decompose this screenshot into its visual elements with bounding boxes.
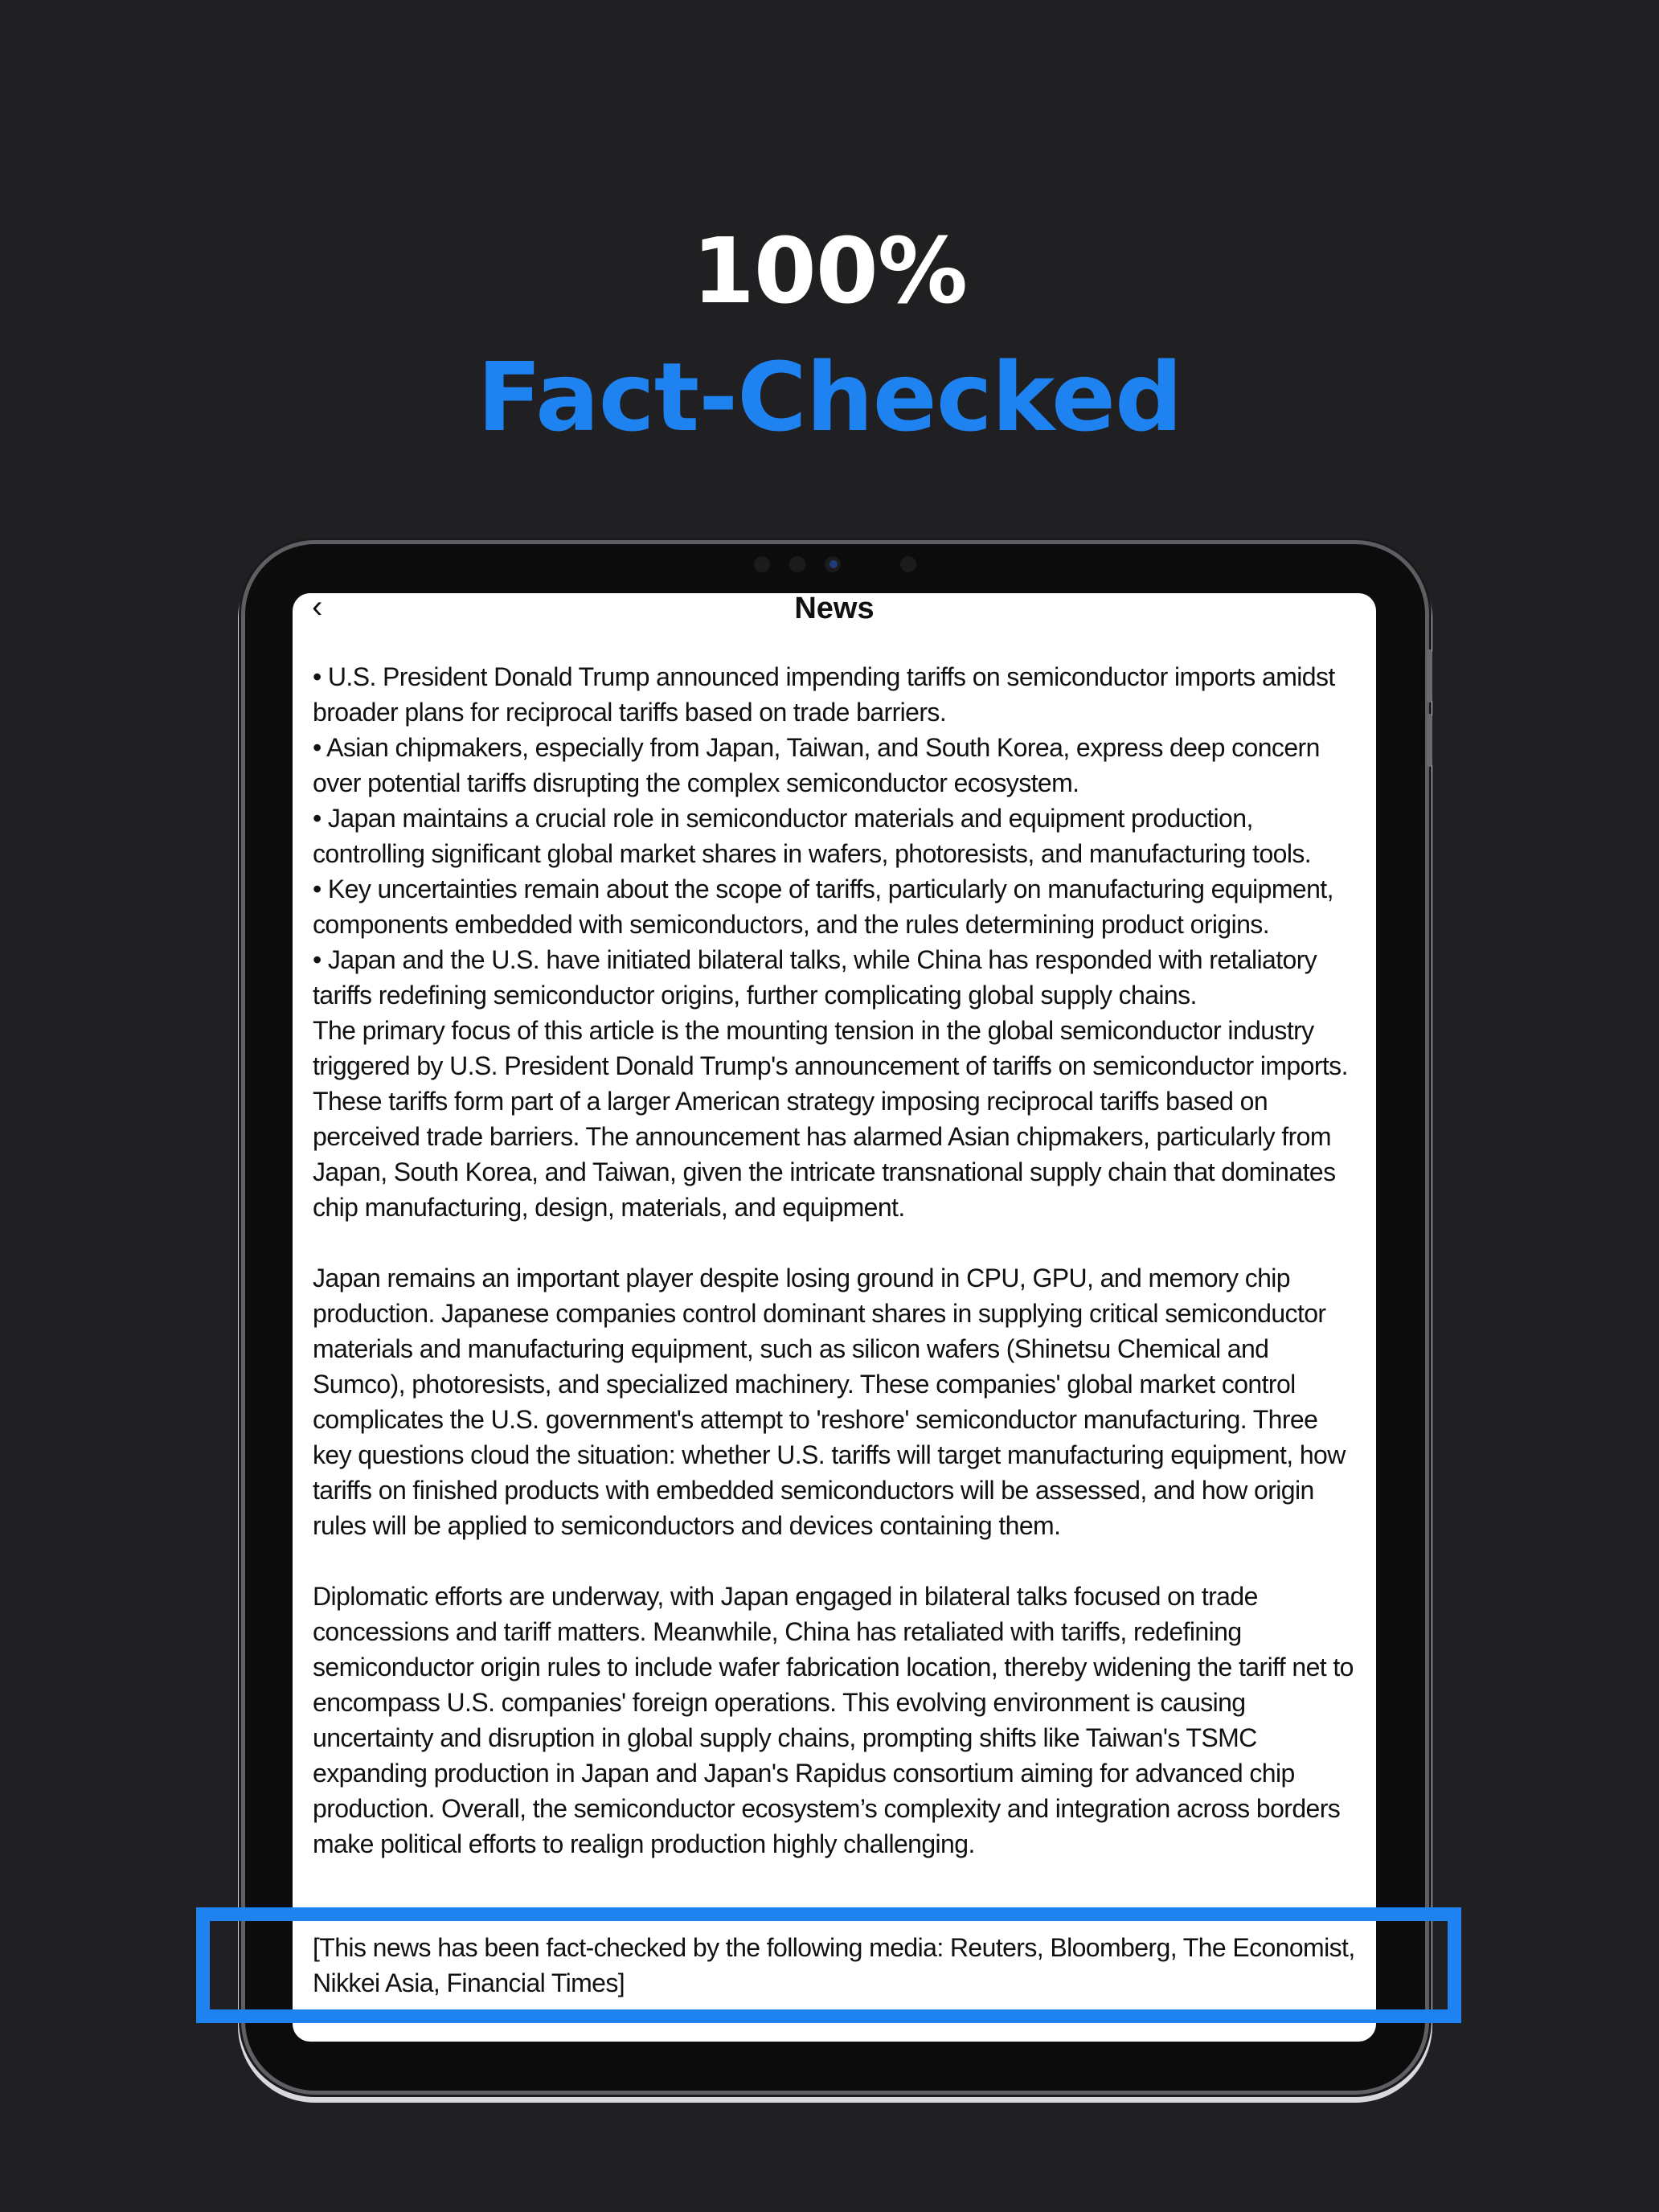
headline-percent: 100% — [691, 219, 967, 324]
article-paragraph: Diplomatic efforts are underway, with Japan engaged in bilateral talks focused on trade concessions and tariff matters. Meanwhile, China has retaliated with tariffs, redefining semiconductor origin rules to include wafer fabrication location, thereby widening the tariff net to encompass U.S. companies' foreign operations. This evolving environment is causing uncertainty and disruption in global supply chains, prompting shifts like Taiwan's TSMC expanding production in Japan and Japan's Rapidus consortium aiming for advanced chip production. Overall, the semiconductor ecosystem’s complexity and integration across borders make political efforts to realign production highly challenging. — [313, 1582, 1354, 1858]
sensor-dot — [900, 556, 916, 572]
tablet-volume-down-button — [1427, 714, 1432, 767]
summary-bullet: • Japan and the U.S. have initiated bilateral talks, while China has responded with retaliatory tariffs redefining semiconductor origins, further complicating global supply chains. — [313, 945, 1317, 1010]
paragraph-spacer — [313, 1543, 1358, 1579]
page-title: News — [794, 593, 875, 625]
fact-check-note: [This news has been fact-checked by the following media: Reuters, Bloomberg, The Economist, Nikkei Asia, Financial Times] — [313, 1933, 1355, 1997]
summary-bullet: • Asian chipmakers, especially from Japan, Taiwan, and South Korea, express deep concern over potential tariffs disrupting the complex semiconductor ecosystem. — [313, 733, 1320, 797]
article-body — [313, 659, 1358, 1862]
summary-bullet: • U.S. President Donald Trump announced impending tariffs on semiconductor imports amidst broader plans for reciprocal tariffs based on trade barriers. — [313, 662, 1335, 727]
summary-bullet: • Japan maintains a crucial role in semiconductor materials and equipment production, controlling significant global market shares in wafers, photoresists, and manufacturing tools. — [313, 804, 1312, 868]
camera-lens — [830, 560, 838, 568]
fact-check-highlight-box — [196, 1907, 1461, 2023]
tablet-volume-up-button — [1427, 649, 1432, 703]
headline-fact-checked: Fact-Checked — [477, 342, 1182, 453]
chevron-left-icon[interactable]: ‹ — [312, 593, 323, 625]
article-paragraph: Japan remains an important player despite losing ground in CPU, GPU, and memory chip production. Japanese companies control dominant shares in supplying critical semiconductor materials and manufacturing equipment, such as silicon wafers (Shinetsu Chemical and Sumco), photoresists, and specialized machinery. These companies' global market control complicates the U.S. government's attempt to 'reshore' semiconductor manufacturing. Three key questions cloud the situation: whether U.S. tariffs will target manufacturing equipment, how tariffs on finished products with embedded semiconductors will be assessed, and how origin rules will be applied to semiconductors and devices containing them. — [313, 1264, 1346, 1540]
paragraph-spacer — [313, 1225, 1358, 1260]
article-paragraph: The primary focus of this article is the mounting tension in the global semiconductor industry triggered by U.S. President Donald Trump's announcement of tariffs on semiconductor imports. These tariffs form part of a larger American strategy imposing reciprocal tariffs based on perceived trade barriers. The announcement has alarmed Asian chipmakers, particularly from Japan, South Korea, and Taiwan, given the intricate transnational supply chain that dominates chip manufacturing, design, materials, and equipment. — [313, 1016, 1348, 1222]
summary-bullet: • Key uncertainties remain about the scope of tariffs, particularly on manufacturing equipment, components embedded with semiconductors, and the rules determining product origins. — [313, 875, 1333, 939]
sensor-dot — [754, 556, 770, 572]
sensor-dot — [789, 556, 805, 572]
tablet-screen — [293, 593, 1376, 2042]
